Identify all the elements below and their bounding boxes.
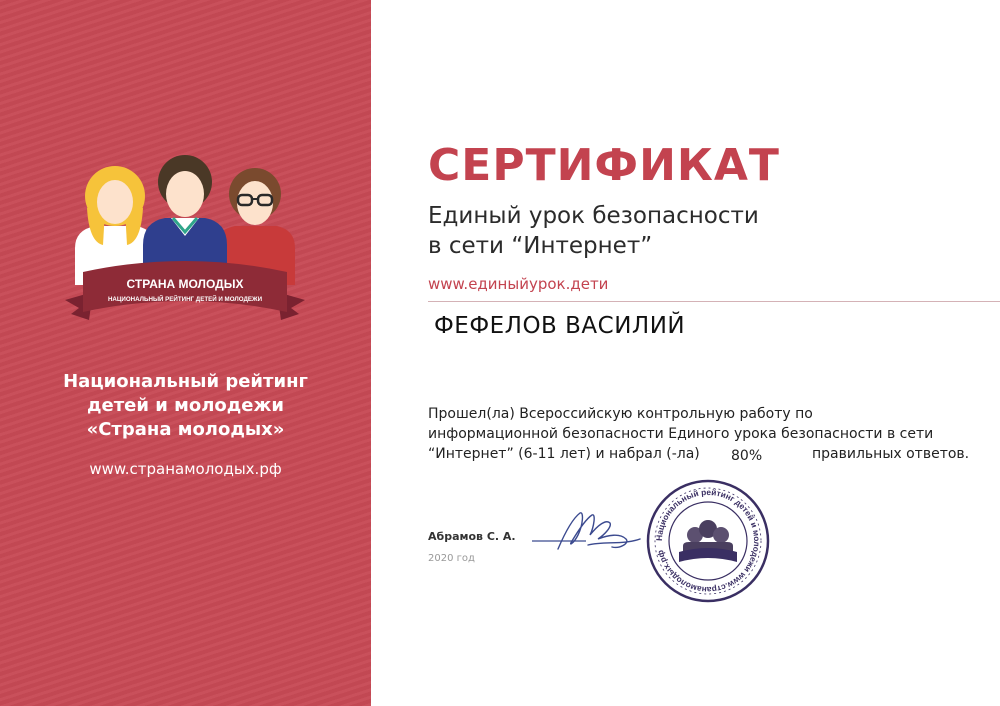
issue-year: 2020 <box>428 553 454 564</box>
certificate-subtitle-line-2: в сети “Интернет” <box>428 233 653 259</box>
org-name-line-1: Национальный рейтинг <box>63 371 308 392</box>
certificate-body-line-1: Прошел(ла) Всероссийскую контрольную работу по <box>428 406 813 422</box>
org-website[interactable]: www.странамолодых.рф <box>89 460 282 478</box>
svg-text:Национальный рейтинг детей и м <box>654 487 762 595</box>
recipient-name: ФЕФЕЛОВ ВАСИЛИЙ <box>434 313 686 339</box>
org-name-line-3: «Страна молодых» <box>86 419 285 440</box>
score-value: 80% <box>731 448 763 464</box>
certificate-site-link[interactable]: www.единыйурок.дети <box>428 275 609 293</box>
certificate-title: СЕРТИФИКАТ <box>428 140 780 191</box>
certificate-body-line-2: информационной безопасности Единого урока безопасности в сети <box>428 426 934 442</box>
certificate-subtitle-line-1: Единый урок безопасности <box>428 203 759 229</box>
stamp-text: Национальный рейтинг детей и молодежи www.странамолодых.рф <box>653 486 763 596</box>
issue-year-line <box>428 553 475 564</box>
certificate-body-line-3: “Интернет” (6-11 лет) и набрал (-ла) <box>428 446 700 462</box>
left-panel <box>0 0 371 706</box>
signature-icon <box>528 505 658 560</box>
logo-ribbon-title: СТРАНА МОЛОДЫХ <box>126 277 244 291</box>
issue-year-unit: год <box>456 553 475 564</box>
strana-molodyh-logo <box>55 150 315 350</box>
divider-line <box>428 301 1000 302</box>
score-tail-text: правильных ответов. <box>812 446 970 462</box>
signer-name: Абрамов С. А. <box>428 530 516 543</box>
org-name-line-2: детей и молодежи <box>86 395 285 416</box>
logo-ribbon-subtitle: НАЦИОНАЛЬНЫЙ РЕЙТИНГ ДЕТЕЙ И МОЛОДЕЖИ <box>107 296 263 303</box>
seal-stamp-icon <box>645 478 771 604</box>
